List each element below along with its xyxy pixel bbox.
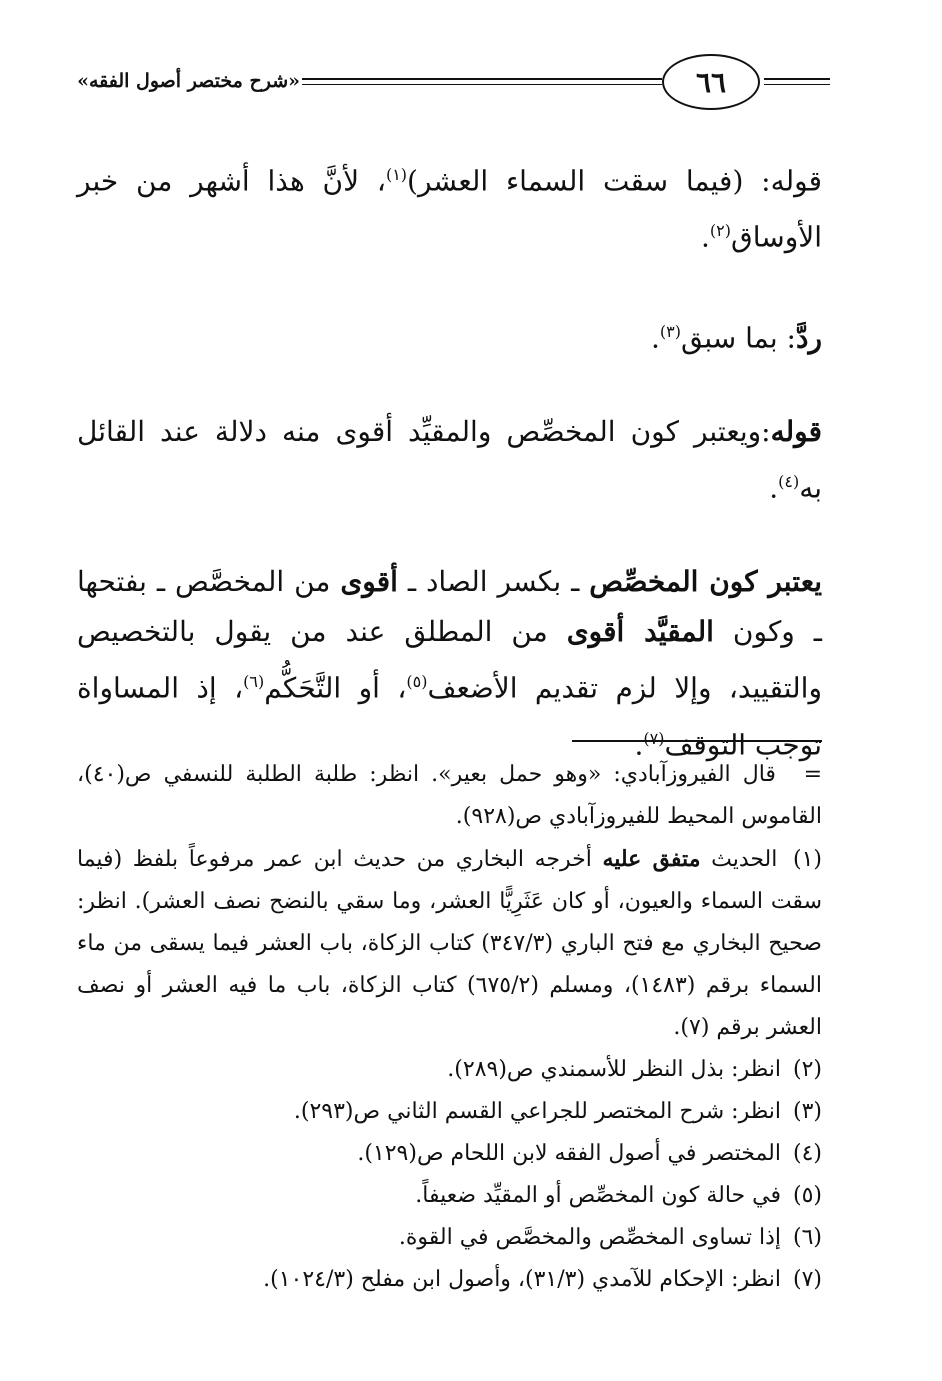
page-header: [70, 54, 830, 110]
footnote-5-text: في حالة كون المخصِّص أو المقيِّد ضعيفاً.: [415, 1183, 781, 1208]
footnote-1-pre: الحديث: [700, 847, 778, 872]
paragraph-2: [77, 307, 822, 363]
footnote-5-number: (٥): [792, 1183, 822, 1208]
paragraph-4: [77, 557, 822, 770]
footnote-ref-4: (٤): [778, 471, 800, 491]
footnote-ref-3: (٣): [659, 321, 681, 341]
footnote-1: [77, 838, 822, 1049]
footnote-1-number: (١): [792, 847, 822, 872]
footnote-7: [77, 1259, 822, 1301]
footnote-ref-7: (٧): [643, 728, 665, 748]
footnote-continued-marker: =: [803, 762, 822, 787]
paragraph-3: [77, 407, 822, 513]
footnote-divider: [572, 740, 822, 742]
footnote-4-number: (٤): [792, 1141, 822, 1166]
footnote-4: [77, 1133, 822, 1175]
footnote-6-number: (٦): [792, 1225, 822, 1250]
p3-bold: قوله: [770, 414, 822, 448]
book-title: «شرح مختصر أصول الفقه»: [77, 70, 300, 92]
p1-prefix: قوله: (فيما سقت السماء العشر): [407, 164, 822, 198]
footnote-6-text: إذا تساوى المخصِّص والمخصَّص في القوة.: [398, 1225, 781, 1250]
p2-text: : بما سبق: [680, 320, 796, 354]
p2-bold: ردَّ: [796, 320, 822, 354]
footnote-1-text: أخرجه البخاري من حديث ابن عمر مرفوعاً بلفظ (فيما سقت السماء والعيون، أو كان عَثَرِيًّا العشر، وما سقي بالنضح نصف العشر). انظر: صحيح البخاري مع فتح الباري (٣٤٧/٣) كتاب الزكاة، باب العشر فيما يسقى من ماء السماء برقم (١٤٨٣)، ومسلم (٦٧٥/٢) كتاب الزكاة، باب ما فيه العشر أو نصف العشر برقم (٧).: [77, 847, 822, 1040]
footnote-continued: [77, 754, 822, 838]
p4-text-5: ، إذ المساواة توجب التوقف: [77, 671, 822, 761]
p4-end: .: [634, 727, 644, 761]
p4-text-3: من المطلق عند من يقول بالتخصيص والتقييد، وإلا لزم تقديم الأضعف: [77, 615, 822, 705]
footnote-2-number: (٢): [792, 1057, 822, 1082]
header-rule-left: [302, 78, 662, 85]
footnote-ref-6: (٦): [243, 672, 265, 692]
footnote-7-text: انظر: الإحكام للآمدي (٣١/٣)، وأصول ابن مفلح (١٠٢٤/٣).: [263, 1267, 781, 1292]
footnote-4-text: المختصر في أصول الفقه لابن اللحام ص(١٢٩).: [357, 1141, 781, 1166]
p1-end: .: [701, 220, 710, 254]
p3-end: .: [769, 471, 779, 505]
footnote-2-text: انظر: بذل النظر للأسمندي ص(٢٨٩).: [447, 1057, 781, 1082]
footnote-5: [77, 1175, 822, 1217]
footnote-3-text: انظر: شرح المختصر للجراعي القسم الثاني ص(٢٩٣).: [293, 1099, 781, 1124]
p4-bold-1: يعتبر كون المخصِّص: [589, 565, 822, 599]
page-number: ٦٦: [662, 54, 760, 110]
footnote-2: [77, 1049, 822, 1091]
p2-end: .: [650, 320, 660, 354]
p1-mid: ، لأنَّ هذا أشهر من خبر الأوساق: [77, 164, 822, 254]
footnote-continued-text: قال الفيروزآبادي: «وهو حمل بعير». انظر: طلبة الطلبة للنسفي ص(٤٠)، القاموس المحيط للفيروزآبادي ص(٩٢٨).: [77, 762, 822, 829]
p4-bold-2: أقوى: [340, 565, 398, 599]
footnote-ref-2: (٢): [709, 221, 731, 241]
p4-bold-3: المقيَّد أقوى: [566, 615, 714, 649]
p3-text: :ويعتبر كون المخصِّص والمقيِّد أقوى منه دلالة عند القائل به: [77, 414, 822, 505]
footnotes: [77, 740, 822, 1301]
p4-text-2: من المخصَّص ـ بفتحها ـ وكون: [77, 565, 822, 649]
paragraph-1: [77, 150, 822, 263]
footnote-3: [77, 1091, 822, 1133]
header-rule-right: [764, 78, 830, 85]
main-text: [77, 150, 822, 800]
footnote-6: [77, 1217, 822, 1259]
footnote-3-number: (٣): [792, 1099, 822, 1124]
p4-text-4: ، أو التَّحَكُّم: [264, 671, 407, 705]
footnote-1-bold: متفق عليه: [602, 846, 701, 872]
footnote-ref-5: (٥): [406, 672, 428, 692]
p4-text-1: ـ بكسر الصاد ـ: [397, 565, 590, 599]
footnote-ref-1: (١): [385, 165, 408, 184]
footnote-7-number: (٧): [792, 1267, 822, 1292]
